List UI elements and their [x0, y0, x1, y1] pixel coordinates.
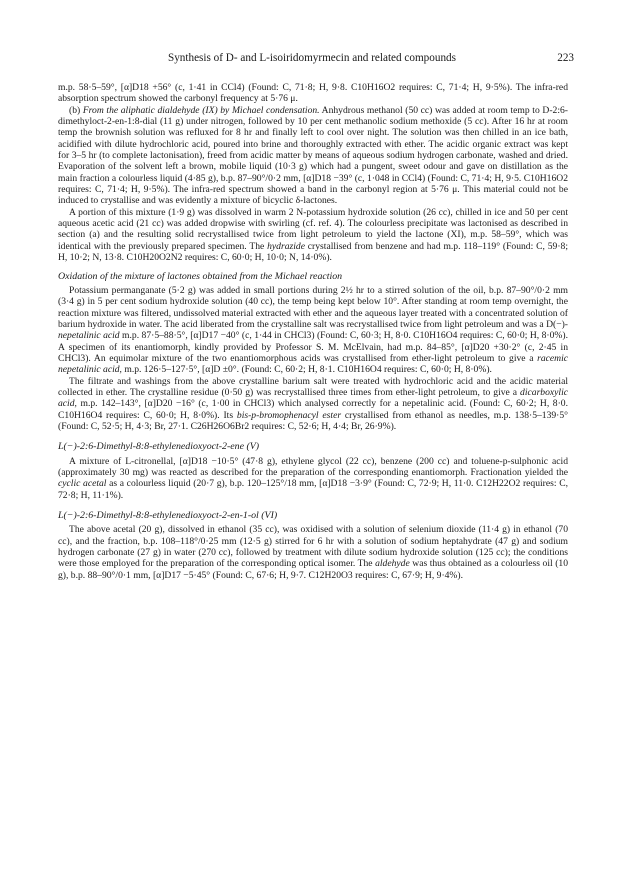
running-header: Synthesis of D- and L-isoiridomyrmecin and related compounds	[167, 52, 457, 64]
paragraph: m.p. 58·5–59°, [α]D18 +56° (c, 1·41 in CCl4) (Found: C, 71·8; H, 9·8. C10H16O2 requires: C, 71·4; H, 9·5%). The infra-red absorption spectrum showed the carbonyl frequency at 5·76 μ.	[58, 82, 568, 105]
section-heading: L(−)-2:6-Dimethyl-8:8-ethylenedioxyoct-2-en-1-ol (VI)	[58, 510, 278, 522]
paragraph: The above acetal (20 g), dissolved in ethanol (35 cc), was oxidised with a solution of selenium dioxide (11·4 g) in ethanol (70 cc), and the fraction, b.p. 108–118°/0·25 mm (12·5 g) stirred for 6 hr with a solution of sodium heptahydrate (47 g) and sodium hydrogen carbonate (27 g) in water (270 cc), followed by treatment with dilute sodium hydroxide solution (125 cc); the conditions were those employed for the preparation of the corresponding optical isomer. The aldehyde was thus obtained as a colourless oil (10 g), b.p. 88–90°/0·1 mm, [α]D17 −5·45° (Found: C, 67·6; H, 9·7. C12H20O3 requires: C, 67·9; H, 9·4%).	[58, 524, 568, 581]
paragraph: A portion of this mixture (1·9 g) was dissolved in warm 2 N-potassium hydroxide solution (26 cc), chilled in ice and 50 per cent aqueous acetic acid (21 cc) was added dropwise with swirling (cf. ref. 4). The colourless precipitate was lactonised as described in section (a) and the resulting solid recrystallised twice from light petroleum to yield the lactone (XI), m.p. 58–59°, which was identical with the previously prepared specimen. The hydrazide crystallised from benzene and had m.p. 118–119° (Found: C, 59·8; H, 10·2; N, 13·8. C10H20O2N2 requires: C, 60·0; H, 10·0; N, 14·0%).	[58, 206, 568, 264]
body-text	[58, 82, 568, 581]
paragraph: Potassium permanganate (5·2 g) was added in small portions during 2½ hr to a stirred solution of the oil, b.p. 87–90°/0·2 mm (3·4 g) in 5 per cent sodium hydroxide solution (40 cc), the temp being kept below 10°. After standing at room temp overnight, the reaction mixture was filtered, undissolved material extracted with ether and the aqueous layer treated with a concentrated solution of barium hydroxide in water. The acid liberated from the crystalline salt was recrystallised twice from light petroleum and was a D(−)-nepetalinic acid m.p. 87·5–88·5°, [α]D17 −40° (c, 1·44 in CHCl3) (Found: C, 60·3; H, 8·0. C10H16O4 requires: C, 60·0; H, 8·0%). A specimen of its enantiomorph, kindly provided by Professor S. M. McElvain, had m.p. 84–85°, [α]D20 +30·2° (c, 2·45 in CHCl3). An equimolar mixture of the two enantiomorphous acids was crystallised from ether-light petroleum to give a racemic nepetalinic acid, m.p. 126·5–127·5°, [α]D ±0°. (Found: C, 60·2; H, 8·1. C10H16O4 requires: C, 60·0; H, 8·0%).	[58, 284, 568, 376]
section-heading: Oxidation of the mixture of lactones obtained from the Michael reaction	[58, 270, 343, 282]
page-number: 223	[557, 52, 574, 64]
paragraph: (b) From the aliphatic dialdehyde (IX) by Michael condensation. Anhydrous methanol (50 cc) was added at room temp to D-2:6-dimethyloct-2-en-1:8-dial (11 g) under nitrogen, followed by 10 per cent methanolic sodium methoxide (5 cc). After 16 hr at room temp the brownish solution was refluxed for 8 hr and finally left to cool over night. The solution was then chilled in an ice bath, acidified with dilute hydrochloric acid, poured into brine and thoroughly extracted with ether. The acidic organic extract was kept for 3–5 hr (to complete lactonisation), freed from acidic matter by means of aqueous sodium hydrogen carbonate, washed and dried. Evaporation of the solvent left a brown, mobile liquid (10·3 g) which had a pungent, sweet odour and gave on distillation as the main fraction a colourless liquid (4·85 g), b.p. 87–90°/0·2 mm, [α]D18 −39° (c, 1·048 in CCl4) (Found: C, 71·4; H, 9·5. C10H16O2 requires: C, 71·4; H, 9·5%). The infra-red spectrum showed a band in the carbonyl region at 5·76 μ. This material could not be induced to crystallise and was evidently a mixture of bicyclic δ-lactones.	[58, 104, 568, 207]
paragraph: A mixture of L-citronellal, [α]D18 −10·5° (47·8 g), ethylene glycol (22 cc), benzene (200 cc) and toluene-p-sulphonic acid (approximately 30 mg) was reacted as described for the preparation of the corresponding enantiomorph. Fractionation yielded the cyclic acetal as a colourless liquid (20·7 g), b.p. 120–125°/18 mm, [α]D18 −3·9° (Found: C, 72·9; H, 11·0. C12H22O2 requires: C, 72·8; H, 11·1%).	[58, 455, 568, 501]
section-heading: L(−)-2:6-Dimethyl-8:8-ethylenedioxyoct-2-ene (V)	[58, 441, 260, 453]
paragraph: The filtrate and washings from the above crystalline barium salt were treated with hydrochloric acid and the acidic material collected in ether. The crystalline residue (0·50 g) was recrystallised three times from ether-light petroleum, to give a dicarboxylic acid, m.p. 142–143°, [α]D20 −16° (c, 1·00 in CHCl3) which analysed correctly for a nepetalinic acid. (Found: C, 60·2; H, 8·0. C10H16O4 requires: C, 60·0; H, 8·0%). Its bis-p-bromophenacyl ester crystallised from ethanol as needles, m.p. 138·5–139·5° (Found: C, 52·5; H, 4·3; Br, 27·1. C26H26O6Br2 requires: C, 52·6; H, 4·4; Br, 26·9%).	[58, 375, 569, 432]
